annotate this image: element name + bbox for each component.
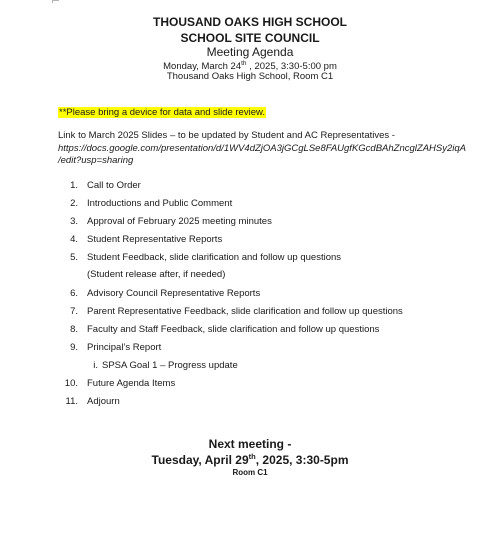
council-name: SCHOOL SITE COUNCIL [180,31,320,45]
agenda-title: Meeting Agenda [206,45,294,59]
page-corner-mark [52,0,59,3]
agenda-item-number: 11. [65,396,78,407]
agenda-item-text: Adjourn [87,396,120,407]
next-meeting-date-main: Tuesday, April 29 [151,453,249,467]
agenda-item-number: 9. [70,342,78,353]
next-meeting-label: Next meeting - [208,437,292,451]
next-meeting-date-sup: th [248,452,256,461]
agenda-item-text: Approval of February 2025 meeting minutes [87,216,272,227]
agenda-item-text: Introductions and Public Comment [87,198,233,209]
device-note: **Please bring a device for data and slide review. [59,107,265,118]
next-meeting-room: Room C1 [232,468,268,477]
agenda-item-text: Future Agenda Items [87,378,176,389]
agenda-item-text: Advisory Council Representative Reports [87,288,261,299]
agenda-item-number: 10. [64,378,78,389]
agenda-item-text: Faculty and Staff Feedback, slide clarification and follow up questions [87,324,380,335]
agenda-item-number: 4. [70,234,78,245]
agenda-item-number: 6. [70,288,78,299]
agenda-item-text: Call to Order [87,180,141,191]
slides-link-url-cont[interactable]: /edit?usp=sharing [58,155,134,166]
agenda-item-number: 1. [70,180,78,191]
meeting-date-sup: th [241,60,247,67]
agenda-item-text: Principal’s Report [87,342,162,353]
agenda-item-number: 7. [70,306,78,317]
agenda-item-text: Student Representative Reports [87,234,223,245]
slides-link-intro: Link to March 2025 Slides – to be updated by Student and AC Representatives - [58,130,395,141]
agenda-item-text: (Student release after, if needed) [87,269,226,280]
meeting-location: Thousand Oaks High School, Room C1 [166,71,334,82]
next-meeting-date-rest: , 2025, 3:30-5pm [255,453,349,467]
meeting-date-rest: , 2025, 3:30-5:00 pm [246,61,337,73]
agenda-item-number: 8. [70,324,78,335]
agenda-item-text: Parent Representative Feedback, slide clarification and follow up questions [87,306,403,317]
agenda-item-number: i. [93,360,98,371]
meeting-date-main: Monday, March 24 [163,61,242,73]
agenda-item-number: 5. [70,252,78,263]
next-meeting-date [0,452,500,467]
agenda-item-text: Student Feedback, slide clarification and follow up questions [87,252,342,263]
agenda-item-number: 2. [70,198,78,209]
slides-link-url[interactable]: https://docs.google.com/presentation/d/1WV4dZjOA3jGCgLSe8FAUgfKGcdBAhZncglZAHSy2iqA [58,143,466,154]
school-name: THOUSAND OAKS HIGH SCHOOL [152,15,347,29]
agenda-item-number: 3. [70,216,78,227]
agenda-item-text: SPSA Goal 1 – Progress update [102,360,238,371]
